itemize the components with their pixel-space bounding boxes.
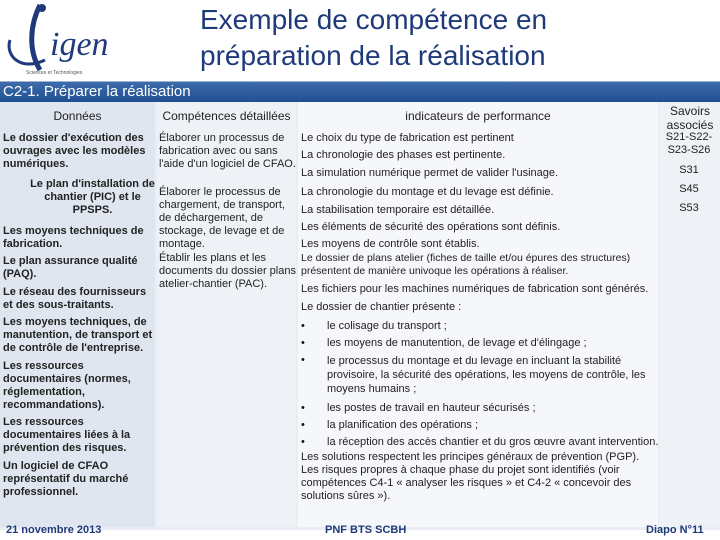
indicateur-choix-fabrication: Le choix du type de fabrication est pertinent [301,132,514,144]
indicateur-simulation: La simulation numérique permet de valider l'usinage. [301,167,559,179]
indicateur-controle: Les moyens de contrôle sont établis. [301,238,480,250]
header-indicateurs: indicateurs de performance [405,109,551,123]
indicateur-fichiers-machines: Les fichiers pour les machines numériques de fabrication sont générés. [301,283,649,295]
indicateur-securite: Les éléments de sécurité des opérations sont définis. [301,221,561,233]
indicateur-dossier-chantier: Le dossier de chantier présente : [301,301,462,313]
bullet-planification: la planification des opérations ; [327,419,479,431]
header-donnees: Données [53,109,102,123]
bullet-dot: • [301,419,305,431]
bullet-dot: • [301,402,305,414]
competence-processus-fabrication: Élaborer un processus de fabrication avec ou sans l'aide d'un logiciel de CFAO. [159,132,296,170]
savoir-s21-s26: S21-S22-S23-S26 [665,131,713,156]
donnee-paq: Le plan assurance qualité (PAQ). [3,255,138,280]
section-title: C2-1. Préparer la réalisation [3,83,191,100]
logo-tagline: Sciences et Technologies [26,70,83,76]
indicateur-risques: Les risques propres à chaque phase du projet sont identifiés (voir compétences C4-1 « analyser les risques » et C4-2 « concevoir des solutions sûres »). [301,464,632,502]
competence-processus-montage: Élaborer le processus de chargement, de transport, de déchargement, de stockage, de levage et de montage. [159,186,285,250]
indicateur-chronologie-montage: La chronologie du montage et du levage est définie. [301,186,554,198]
bullet-dot: • [301,320,305,332]
donnee-moyens-entreprise: Les moyens techniques, de manutention, de transport et de contrôle de l'entreprise. [3,316,153,354]
bullet-postes-hauteur: les postes de travail en hauteur sécurisés ; [327,402,536,414]
bullet-dot: • [301,436,305,448]
indicateur-pgp: Les solutions respectent les principes généraux de prévention (PGP). [301,451,640,463]
section-bar [0,81,720,102]
bullet-processus-montage: le processus du montage et du levage en incluant la stabilité provisoire, la sécurité des opérations, les moyens de contrôle, les moyens humains ; [327,355,646,395]
indicateur-stabilisation: La stabilisation temporaire est détaillée. [301,204,495,216]
donnee-pic-ppsps: Le plan d'installation de chantier (PIC) et le PPSPS. [30,178,155,216]
donnee-moyens-fabrication: Les moyens techniques de fabrication. [3,225,144,250]
svg-text:igen: igen [50,26,109,63]
bullet-dot: • [301,337,305,349]
competence-plans-pac: Établir les plans et les documents du dossier plans atelier-chantier (PAC). [159,252,296,290]
donnee-ressources-normes: Les ressources documentaires (normes, réglementation, recommandations). [3,360,131,411]
savoir-s53: S53 [679,202,699,214]
header-savoirs: Savoirs associés [666,104,714,132]
page-title: Exemple de compétence en préparation de la réalisation [200,4,548,71]
bullet-reception: la réception des accès chantier et du gros œuvre avant intervention. [327,436,659,448]
donnee-fournisseurs: Le réseau des fournisseurs et des sous-traitants. [3,286,147,311]
footer-center: PNF BTS SCBH [325,524,407,536]
bullet-dot: • [301,354,305,366]
header-competences: Compétences détaillées [162,109,291,123]
savoir-s45: S45 [679,183,699,195]
indicateur-dossier-plans: Le dossier de plans atelier (fiches de taille et/ou épures des structures) présentent de manière univoque les opérations à réaliser. [301,252,631,277]
donnee-logiciel-cfao: Un logiciel de CFAO représentatif du marché professionnel. [3,460,129,498]
footer-slide-number: Diapo N°11 [646,524,704,536]
savoir-s31: S31 [679,164,699,176]
indicateur-chronologie-phases: La chronologie des phases est pertinente. [301,149,506,161]
bullet-manutention: les moyens de manutention, de levage et d'élingage ; [327,337,587,349]
footer-date: 21 novembre 2013 [6,524,102,536]
donnee-ressources-prevention: Les ressources documentaires liées à la prévention des risques. [3,416,131,454]
bullet-colisage: le colisage du transport ; [327,320,447,332]
donnee-dossier-execution: Le dossier d'exécution des ouvrages avec les modèles numériques. [3,132,146,170]
